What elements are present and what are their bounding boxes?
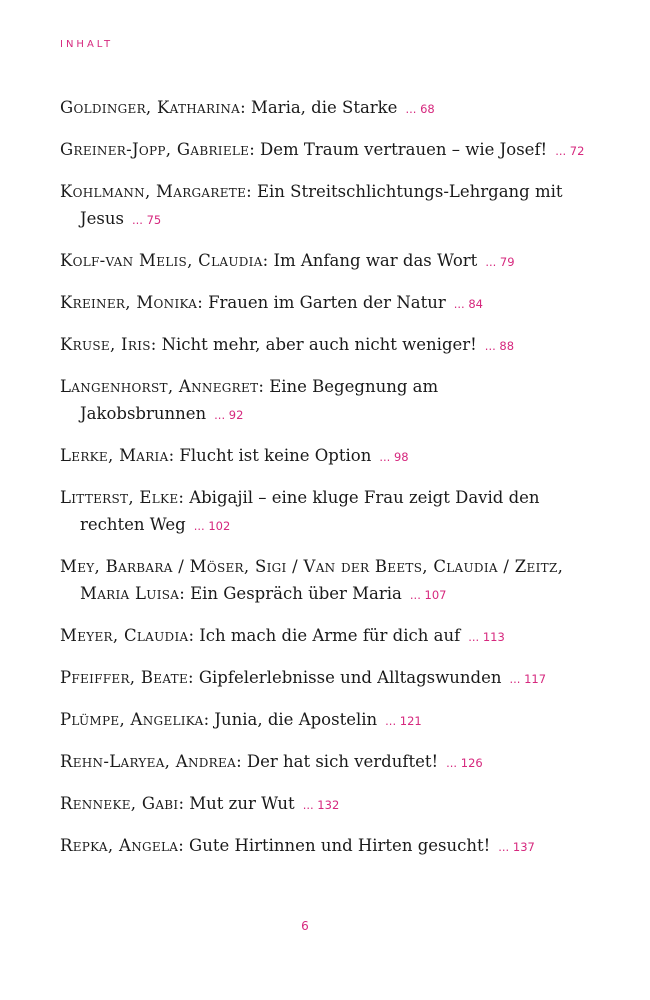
- toc-title: Ein Gespräch über Maria: [190, 584, 402, 603]
- toc-entry[interactable]: Goldinger, Katharina: Maria, die Starke ... 68: [60, 98, 435, 117]
- toc-author: Greiner-Jopp, Gabriele: [60, 140, 250, 159]
- toc-entry[interactable]: Repka, Angela: Gute Hirtinnen und Hirten gesucht! ... 137: [60, 836, 535, 855]
- toc-page-ref: ... 117: [509, 672, 547, 686]
- toc-entry[interactable]: Renneke, Gabi: Mut zur Wut ... 132: [60, 794, 340, 813]
- toc-entry[interactable]: Kohlmann, Margarete: Ein Streitschlichtungs-Lehrgang mit Jesus ... 75: [60, 182, 563, 228]
- toc-page-ref: ... 113: [468, 630, 505, 644]
- toc-entry[interactable]: Pfeiffer, Beate: Gipfelerlebnisse und Alltagswunden ... 117: [60, 668, 547, 687]
- toc-entry[interactable]: Litterst, Elke: Abigajil – eine kluge Frau zeigt David den rechten Weg ... 102: [60, 488, 540, 534]
- toc-page-ref: ... 102: [193, 519, 231, 533]
- toc-page-ref: ... 137: [498, 840, 535, 854]
- toc-entry[interactable]: Kruse, Iris: Nicht mehr, aber auch nicht weniger! ... 88: [60, 335, 515, 354]
- toc-title: Junia, die Apostelin: [214, 710, 378, 729]
- toc-author: Goldinger, Katharina: [60, 98, 241, 117]
- toc-entry[interactable]: Greiner-Jopp, Gabriele: Dem Traum vertrauen – wie Josef! ... 72: [60, 140, 585, 159]
- toc-author: Rehn-Laryea, Andrea: [60, 752, 237, 771]
- toc-page-ref: ... 68: [405, 102, 435, 116]
- toc-title: Maria, die Starke: [250, 98, 398, 117]
- toc-entry[interactable]: Rehn-Laryea, Andrea: Der hat sich verduftet! ... 126: [60, 752, 483, 771]
- toc-entry[interactable]: Langenhorst, Annegret: Eine Begegnung am Jakobsbrunnen ... 92: [60, 377, 439, 423]
- toc-title: Ein Streitschlichtungs-Lehrgang mit Jesus: [80, 182, 563, 228]
- toc-author: Renneke, Gabi: [60, 794, 179, 813]
- table-of-contents: [60, 94, 600, 874]
- toc-title: Im Anfang war das Wort: [273, 251, 478, 270]
- toc-entry[interactable]: Plümpe, Angelika: Junia, die Apostelin ... 121: [60, 710, 422, 729]
- toc-entry[interactable]: Meyer, Claudia: Ich mach die Arme für dich auf ... 113: [60, 626, 505, 645]
- toc-page-ref: ... 126: [446, 756, 483, 770]
- toc-title: Ich mach die Arme für dich auf: [199, 626, 461, 645]
- toc-page-ref: ... 72: [555, 144, 585, 158]
- toc-title: Abigajil – eine kluge Frau zeigt David den rechten Weg: [80, 488, 540, 534]
- toc-title: Eine Begegnung am Jakobsbrunnen: [80, 377, 439, 423]
- toc-entry[interactable]: Lerke, Maria: Flucht ist keine Option ... 98: [60, 446, 409, 465]
- toc-title: Nicht mehr, aber auch nicht weniger!: [161, 335, 477, 354]
- page-number: 6: [301, 919, 309, 933]
- toc-page-ref: ... 107: [409, 588, 447, 602]
- toc-title: Mut zur Wut: [189, 794, 295, 813]
- toc-author: Mey, Barbara / Möser, Sigi / Van der Beets, Claudia / Zeitz, Maria Luisa: [60, 557, 564, 603]
- toc-author: Repka, Angela: [60, 836, 179, 855]
- toc-page-ref: ... 121: [385, 714, 422, 728]
- toc-page-ref: ... 132: [302, 798, 340, 812]
- toc-page-ref: ... 98: [379, 450, 409, 464]
- toc-author: Plümpe, Angelika: [60, 710, 204, 729]
- toc-author: Kruse, Iris: [60, 335, 151, 354]
- toc-page-ref: ... 79: [485, 255, 515, 269]
- toc-entry[interactable]: Kreiner, Monika: Frauen im Garten der Natur ... 84: [60, 293, 483, 312]
- toc-title: Dem Traum vertrauen – wie Josef!: [260, 140, 548, 159]
- toc-author: Langenhorst, Annegret: [60, 377, 259, 396]
- toc-page-ref: ... 92: [214, 408, 244, 422]
- toc-entry[interactable]: Mey, Barbara / Möser, Sigi / Van der Beets, Claudia / Zeitz, Maria Luisa: Ein Gespräch über Maria ... 107: [60, 557, 564, 603]
- toc-author: Pfeiffer, Beate: [60, 668, 189, 687]
- toc-title: Gipfelerlebnisse und Alltagswunden: [198, 668, 502, 687]
- toc-entry[interactable]: Kolf-van Melis, Claudia: Im Anfang war das Wort ... 79: [60, 251, 515, 270]
- toc-title: Der hat sich verduftet!: [246, 752, 439, 771]
- toc-title: Frauen im Garten der Natur: [208, 293, 446, 312]
- toc-title: Gute Hirtinnen und Hirten gesucht!: [189, 836, 491, 855]
- toc-page-ref: ... 84: [453, 297, 483, 311]
- toc-title: Flucht ist keine Option: [179, 446, 372, 465]
- toc-author: Meyer, Claudia: [60, 626, 189, 645]
- toc-author: Kohlmann, Margarete: [60, 182, 247, 201]
- toc-author: Kreiner, Monika: [60, 293, 198, 312]
- toc-author: Kolf-van Melis, Claudia: [60, 251, 263, 270]
- section-heading: INHALT: [60, 39, 114, 50]
- toc-author: Litterst, Elke: [60, 488, 179, 507]
- toc-page-ref: ... 88: [484, 339, 515, 353]
- toc-page-ref: ... 75: [131, 213, 162, 227]
- toc-author: Lerke, Maria: [60, 446, 169, 465]
